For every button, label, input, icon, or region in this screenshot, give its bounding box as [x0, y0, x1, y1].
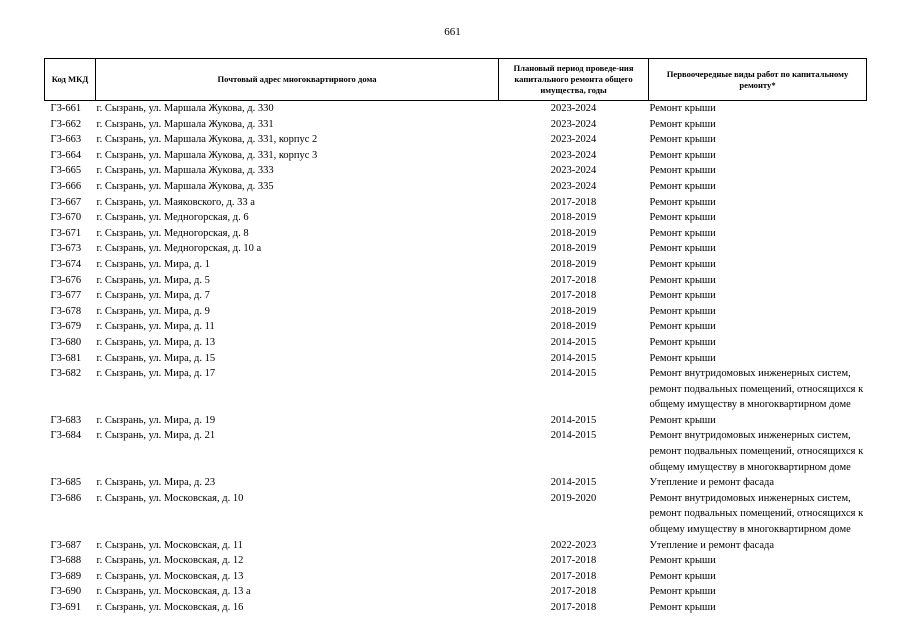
header-row: [45, 59, 867, 101]
table-row: [45, 101, 867, 117]
cell-period: 2018-2019: [550, 321, 597, 333]
cell-address: г. Сызрань, ул. Мира, д. 19: [96, 414, 216, 426]
cell-address: г. Сызрань, ул. Медногорская, д. 6: [96, 212, 249, 224]
cell-address: г. Сызрань, ул. Мира, д. 17: [96, 368, 216, 380]
table-row: [45, 351, 867, 367]
cell-address: г. Сызрань, ул. Московская, д. 13 а: [96, 586, 251, 598]
table-row: [45, 600, 867, 616]
table-header: [45, 59, 867, 101]
cell-period: 2019-2020: [550, 492, 597, 504]
cell-code: Г3-677: [50, 290, 82, 302]
table-row: [45, 179, 867, 195]
cell-works: Ремонт крыши: [649, 180, 716, 192]
cell-period: 2017-2018: [550, 602, 597, 613]
table-row: [45, 241, 867, 257]
table-row: [45, 163, 867, 179]
cell-period: 2018-2019: [550, 212, 597, 224]
cell-address: г. Сызрань, ул. Мира, д. 23: [96, 477, 216, 489]
cell-period: 2017-2018: [550, 555, 597, 567]
table-row: [45, 319, 867, 335]
cell-period: 2017-2018: [550, 570, 597, 582]
cell-address: г. Сызрань, ул. Московская, д. 10: [96, 492, 244, 504]
table-row: [45, 569, 867, 585]
cell-period: 2018-2019: [550, 258, 597, 270]
table-row: [45, 538, 867, 554]
cell-code: Г3-664: [50, 149, 82, 161]
cell-code: Г3-661: [50, 103, 82, 114]
cell-code: Г3-683: [50, 414, 82, 426]
cell-code: Г3-671: [50, 227, 82, 239]
cell-period: 2014-2015: [550, 477, 597, 489]
table-row: [45, 273, 867, 289]
cell-works: Утепление и ремонт фасада: [649, 539, 775, 551]
cell-code: Г3-667: [50, 196, 82, 208]
cell-code: Г3-665: [50, 165, 82, 177]
cell-works: Ремонт крыши: [649, 586, 716, 598]
cell-period: 2023-2024: [550, 103, 597, 114]
table-row: [45, 226, 867, 242]
cell-code: Г3-688: [50, 555, 82, 567]
table-row: [45, 195, 867, 211]
cell-address: г. Сызрань, ул. Мира, д. 11: [96, 321, 215, 333]
cell-code: Г3-685: [50, 477, 82, 489]
cell-period: 2023-2024: [550, 165, 597, 177]
cell-period: 2014-2015: [550, 336, 597, 348]
cell-works: Ремонт крыши: [649, 414, 716, 426]
cell-period: 2018-2019: [550, 305, 597, 317]
cell-period: 2018-2019: [550, 227, 597, 239]
cell-works: Ремонт крыши: [649, 602, 716, 613]
cell-works: Ремонт крыши: [649, 336, 716, 348]
table-row: [45, 584, 867, 600]
cell-period: 2023-2024: [550, 134, 597, 146]
cell-code: Г3-663: [50, 134, 82, 146]
table-row: [45, 257, 867, 273]
cell-address: г. Сызрань, ул. Маршала Жукова, д. 335: [96, 180, 274, 192]
cell-period: 2017-2018: [550, 290, 597, 302]
table-row: [45, 148, 867, 164]
cell-works: Ремонт крыши: [649, 570, 716, 582]
cell-period: 2017-2018: [550, 274, 597, 286]
cell-code: Г3-691: [50, 602, 82, 613]
cell-address: г. Сызрань, ул. Московская, д. 12: [96, 555, 244, 567]
cell-address: г. Сызрань, ул. Мира, д. 5: [96, 274, 210, 286]
header-works: Первоочередные виды работ по капитальному ремонту*: [649, 59, 867, 101]
cell-works: Ремонт крыши: [649, 118, 716, 130]
table-row: [45, 210, 867, 226]
cell-address: г. Сызрань, ул. Мира, д. 13: [96, 336, 216, 348]
cell-works: Ремонт крыши: [649, 321, 716, 333]
cell-works: Ремонт крыши: [649, 196, 716, 208]
cell-period: 2017-2018: [550, 586, 597, 598]
cell-works: Ремонт крыши: [649, 243, 716, 255]
cell-address: г. Сызрань, ул. Маршала Жукова, д. 330: [96, 103, 274, 114]
cell-code: Г3-680: [50, 336, 82, 348]
cell-address: г. Сызрань, ул. Московская, д. 13: [96, 570, 244, 582]
cell-address: г. Сызрань, ул. Маршала Жукова, д. 331, корпус 3: [96, 149, 318, 161]
cell-period: 2023-2024: [550, 118, 597, 130]
repair-schedule-table: [44, 58, 867, 616]
table-body: [45, 101, 867, 616]
cell-address: г. Сызрань, ул. Мира, д. 1: [96, 258, 210, 270]
cell-code: Г3-682: [50, 368, 82, 380]
cell-works: Ремонт крыши: [649, 227, 716, 239]
cell-period: 2014-2015: [550, 368, 597, 380]
page-number: 661: [444, 26, 461, 38]
header-period: Плановый период проведе-ния капитального ремонта общего имущества, годы: [499, 59, 649, 101]
table-row: [45, 413, 867, 429]
cell-code: Г3-666: [50, 180, 82, 192]
table-row: [45, 491, 867, 538]
table-row: [45, 288, 867, 304]
table-row: [45, 366, 867, 413]
cell-works: Ремонт крыши: [649, 352, 716, 364]
cell-works: Ремонт крыши: [649, 290, 716, 302]
cell-works: Ремонт крыши: [649, 103, 716, 114]
table-row: [45, 132, 867, 148]
cell-address: г. Сызрань, ул. Мира, д. 15: [96, 352, 216, 364]
cell-address: г. Сызрань, ул. Медногорская, д. 8: [96, 227, 249, 239]
cell-code: Г3-689: [50, 570, 82, 582]
table-row: [45, 475, 867, 491]
cell-code: Г3-681: [50, 352, 82, 364]
cell-period: 2023-2024: [550, 149, 597, 161]
table-row: [45, 117, 867, 133]
table-row: [45, 428, 867, 475]
header-code: Код МКД: [45, 59, 96, 101]
cell-works: Ремонт внутридомовых инженерных систем, ремонт подвальных помещений, относящихся к общему имуществу в многоквартирном доме: [649, 430, 864, 473]
cell-works: Ремонт внутридомовых инженерных систем, ремонт подвальных помещений, относящихся к общему имуществу в многоквартирном доме: [649, 368, 864, 411]
cell-code: Г3-684: [50, 430, 82, 442]
cell-period: 2018-2019: [550, 243, 597, 255]
cell-address: г. Сызрань, ул. Мира, д. 7: [96, 290, 210, 302]
cell-code: Г3-673: [50, 243, 82, 255]
cell-address: г. Сызрань, ул. Мира, д. 9: [96, 305, 210, 317]
cell-code: Г3-687: [50, 539, 82, 551]
cell-code: Г3-678: [50, 305, 82, 317]
cell-code: Г3-679: [50, 321, 82, 333]
cell-address: г. Сызрань, ул. Медногорская, д. 10 а: [96, 243, 262, 255]
cell-address: г. Сызрань, ул. Маршала Жукова, д. 331: [96, 118, 274, 130]
cell-works: Ремонт крыши: [649, 165, 716, 177]
cell-works: Утепление и ремонт фасада: [649, 477, 775, 489]
cell-code: Г3-690: [50, 586, 82, 598]
table-row: [45, 335, 867, 351]
cell-address: г. Сызрань, ул. Маяковского, д. 33 а: [96, 196, 255, 208]
cell-works: Ремонт крыши: [649, 212, 716, 224]
table-row: [45, 304, 867, 320]
cell-code: Г3-676: [50, 274, 82, 286]
header-address: Почтовый адрес многоквартирного дома: [96, 59, 499, 101]
table-row: [45, 553, 867, 569]
cell-period: 2014-2015: [550, 414, 597, 426]
cell-works: Ремонт крыши: [649, 134, 716, 146]
cell-works: Ремонт крыши: [649, 149, 716, 161]
cell-works: Ремонт крыши: [649, 555, 716, 567]
cell-period: 2014-2015: [550, 352, 597, 364]
cell-address: г. Сызрань, ул. Московская, д. 16: [96, 602, 244, 613]
cell-code: Г3-686: [50, 492, 82, 504]
cell-code: Г3-674: [50, 258, 82, 270]
cell-works: Ремонт крыши: [649, 274, 716, 286]
cell-address: г. Сызрань, ул. Маршала Жукова, д. 333: [96, 165, 274, 177]
cell-code: Г3-670: [50, 212, 82, 224]
cell-address: г. Сызрань, ул. Маршала Жукова, д. 331, корпус 2: [96, 134, 318, 146]
cell-period: 2017-2018: [550, 196, 597, 208]
cell-address: г. Сызрань, ул. Московская, д. 11: [96, 539, 243, 551]
cell-address: г. Сызрань, ул. Мира, д. 21: [96, 430, 216, 442]
cell-works: Ремонт крыши: [649, 305, 716, 317]
cell-period: 2022-2023: [550, 539, 597, 551]
cell-works: Ремонт внутридомовых инженерных систем, ремонт подвальных помещений, относящихся к общему имуществу в многоквартирном доме: [649, 492, 864, 536]
cell-code: Г3-662: [50, 118, 82, 130]
cell-works: Ремонт крыши: [649, 258, 716, 270]
cell-period: 2014-2015: [550, 430, 597, 442]
cell-period: 2023-2024: [550, 180, 597, 192]
